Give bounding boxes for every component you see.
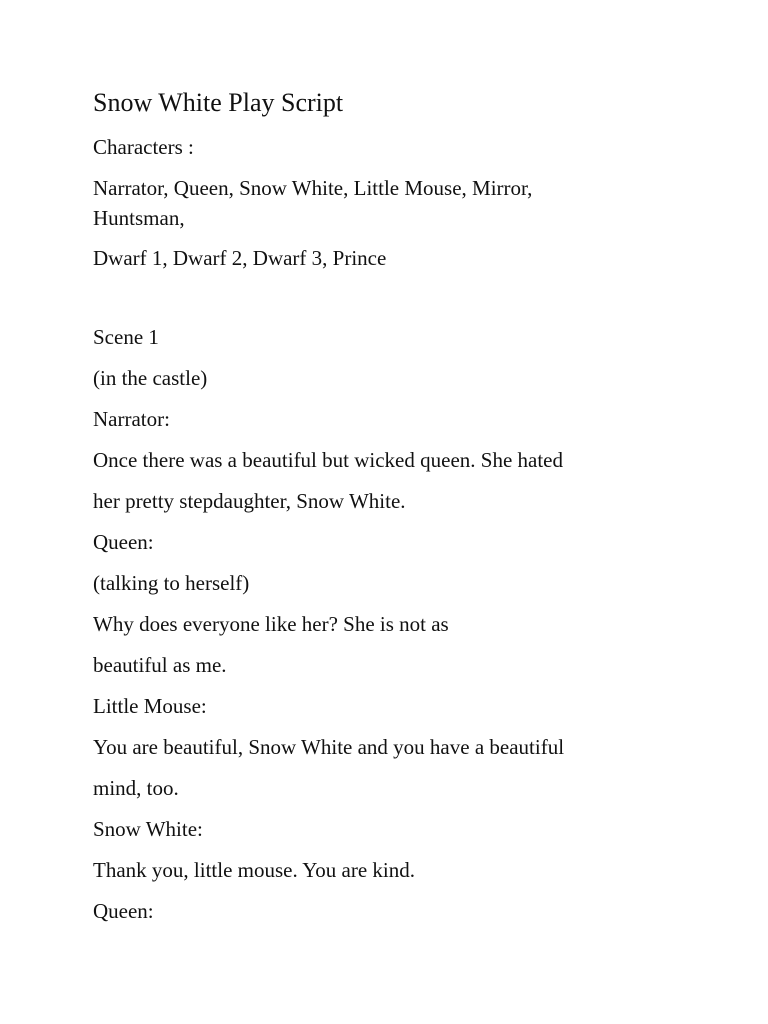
speaker-label: Snow White:: [93, 817, 203, 841]
characters-list-line: Huntsman,: [93, 206, 185, 230]
speaker-label: Narrator:: [93, 407, 170, 431]
speaker-label: Queen:: [93, 530, 154, 554]
script-line: Once there was a beautiful but wicked queen. She hated: [93, 448, 563, 472]
scene-setting: (in the castle): [93, 366, 208, 390]
characters-list-line: Dwarf 1, Dwarf 2, Dwarf 3, Prince: [93, 246, 387, 270]
script-line: You are beautiful, Snow White and you have a beautiful: [93, 735, 565, 759]
script-line: beautiful as me.: [93, 653, 227, 677]
speaker-label: Little Mouse:: [93, 694, 207, 718]
script-line: Thank you, little mouse. You are kind.: [93, 858, 415, 882]
characters-heading: Characters :: [93, 135, 194, 159]
speaker-label: Queen:: [93, 899, 154, 923]
scene-heading: Scene 1: [93, 325, 159, 349]
stage-direction: (talking to herself): [93, 571, 250, 595]
page-title: Snow White Play Script: [93, 88, 344, 117]
script-line: Why does everyone like her? She is not as: [93, 612, 449, 636]
script-line: mind, too.: [93, 776, 179, 800]
script-line: her pretty stepdaughter, Snow White.: [93, 489, 406, 513]
characters-list-line: Narrator, Queen, Snow White, Little Mouse, Mirror,: [93, 176, 533, 200]
